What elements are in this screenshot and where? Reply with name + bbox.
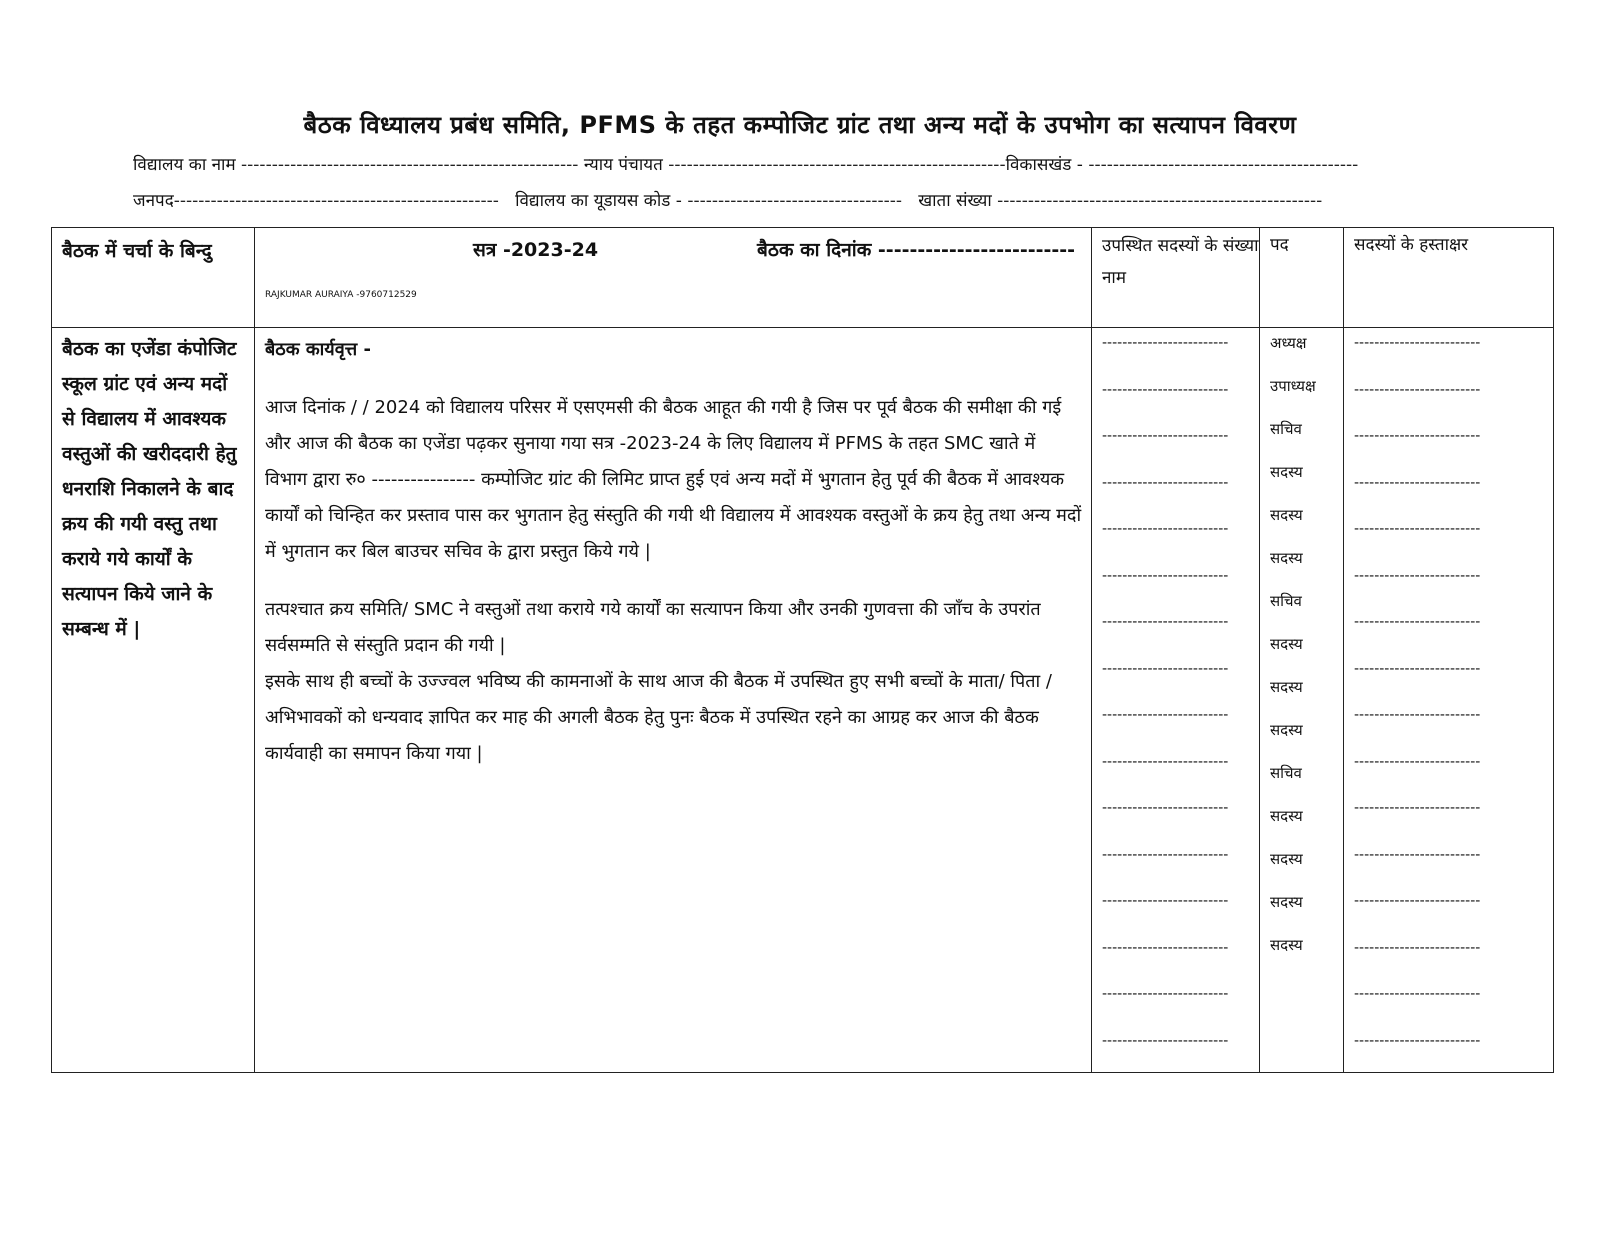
minutes-heading: बैठक कार्यवृत्त -: [265, 339, 371, 360]
signature-blank[interactable]: -------------------------: [1354, 800, 1481, 816]
minutes-para-2: तत्पश्चात क्रय समिति/ SMC ने वस्तुओं तथा कराये गये कार्यों का सत्यापन किया और उनकी गुणवत्ता की जाँच के उपरांत सर्वसम्मति से संस्तुति प्रदान की गयी |: [265, 599, 1041, 656]
member-blank[interactable]: -------------------------: [1102, 893, 1229, 909]
credit-text: RAJKUMAR AURAIYA -9760712529: [265, 290, 417, 300]
table-body-row: [52, 328, 1554, 1073]
signature-blank[interactable]: -------------------------: [1354, 567, 1481, 584]
school-name-blank: -------------------------------------------------------: [241, 155, 579, 175]
signatures-list: [1344, 328, 1554, 1073]
members-col-header: उपस्थित सदस्यों के संख्या नाम: [1092, 228, 1260, 328]
udise-blank: -----------------------------------: [687, 191, 903, 211]
signature-blank[interactable]: -------------------------: [1354, 986, 1481, 1002]
signature-blank[interactable]: -------------------------: [1354, 893, 1481, 909]
signature-blank[interactable]: -------------------------: [1354, 428, 1481, 444]
post-item: सदस्य: [1270, 936, 1303, 954]
signature-blank[interactable]: -------------------------: [1354, 1032, 1481, 1049]
member-blank[interactable]: -------------------------: [1102, 800, 1229, 816]
post-item: सदस्य: [1270, 807, 1303, 825]
document-title: बैठक विध्यालय प्रबंध समिति, PFMS के तहत कम्पोजिट ग्रांट तथा अन्य मदों के उपभोग का सत्यापन विवरण: [303, 111, 1297, 139]
post-item: सचिव: [1270, 592, 1302, 610]
post-item: सचिव: [1270, 764, 1302, 782]
district-label: जनपद: [133, 191, 174, 211]
account-label: खाता संख्या: [918, 191, 992, 211]
post-item: उपाध्यक्ष: [1270, 377, 1316, 395]
post-item: सदस्य: [1270, 463, 1303, 481]
district-blank: -----------------------------------------------------: [173, 191, 499, 211]
post-item: सदस्य: [1270, 850, 1303, 868]
member-blank[interactable]: -------------------------: [1102, 846, 1229, 863]
signature-blank[interactable]: -------------------------: [1354, 846, 1481, 863]
signature-blank[interactable]: -------------------------: [1354, 614, 1481, 630]
session-header: [255, 228, 1092, 328]
meeting-date: [757, 236, 1075, 262]
members-list: [1092, 328, 1260, 1073]
member-blank[interactable]: -------------------------: [1102, 660, 1229, 677]
account-blank: -----------------------------------------------------: [997, 191, 1323, 211]
member-blank[interactable]: -------------------------: [1102, 335, 1229, 351]
member-blank[interactable]: -------------------------: [1102, 753, 1229, 770]
session-label: सत्र -2023-24: [473, 239, 599, 261]
agenda-col-header: बैठक में चर्चा के बिन्दु: [52, 228, 255, 328]
member-blank[interactable]: -------------------------: [1102, 381, 1229, 398]
post-item: सदस्य: [1270, 721, 1303, 739]
meeting-date-label: बैठक का दिनांक: [757, 239, 872, 261]
post-item: सदस्य: [1270, 549, 1303, 567]
post-col-header: पद: [1260, 228, 1344, 328]
minutes-para-3: इसके साथ ही बच्चों के उज्ज्वल भविष्य की कामनाओं के साथ आज की बैठक में उपस्थित हुए सभी बच्चों के माता/ पिता /अभिभावकों को धन्यवाद ज्ञापित कर माह की अगली बैठक हेतु पुनः बैठक में उपस्थित रहने का आग्रह कर आज की बैठक कार्यवाही का समापन किया गया |: [265, 671, 1052, 764]
panchayat-blank: -------------------------------------------------------: [668, 155, 1006, 175]
post-item: सदस्य: [1270, 678, 1303, 696]
member-blank[interactable]: -------------------------: [1102, 707, 1229, 723]
member-blank[interactable]: -------------------------: [1102, 1032, 1229, 1049]
signature-blank[interactable]: -------------------------: [1354, 381, 1481, 398]
sign-col-header: सदस्यों के हस्ताक्षर: [1344, 228, 1554, 328]
member-blank[interactable]: -------------------------: [1102, 567, 1229, 584]
signature-blank[interactable]: -------------------------: [1354, 707, 1481, 723]
signature-blank[interactable]: -------------------------: [1354, 335, 1481, 351]
minutes-para-1: आज दिनांक / / 2024 को विद्यालय परिसर में एसएमसी की बैठक आहूत की गयी है जिस पर पूर्व बैठक की समीक्षा की गई और आज की बैठक का एजेंडा पढ़कर सुनाया गया सत्र -2023-24 के लिए विद्यालय में PFMS के तहत SMC खाते में विभाग द्वारा रु० ---------------- कम्पोजिट ग्रांट की लिमिट प्राप्त हुई एवं अन्य मदों में भुगतान हेतु पूर्व की बैठक में आवश्यक कार्यों को चिन्हित कर प्रस्ताव पास कर भुगतान हेतु संस्तुति की गयी थी विद्यालय में आवश्यक वस्तुओं के क्रय हेतु तथा अन्य मदों में भुगतान कर बिल बाउचर सचिव के द्वारा प्रस्तुत किये गये |: [265, 397, 1082, 562]
table-header-row: [52, 228, 1554, 328]
meeting-date-blank: -------------------------: [877, 239, 1076, 261]
post-item: सदस्य: [1270, 893, 1303, 911]
posts-list: [1260, 328, 1344, 1073]
post-item: सचिव: [1270, 420, 1302, 438]
block-blank: --------------------------------------------: [1088, 155, 1359, 175]
member-blank[interactable]: -------------------------: [1102, 614, 1229, 630]
member-blank[interactable]: -------------------------: [1102, 428, 1229, 444]
member-blank[interactable]: -------------------------: [1102, 474, 1229, 491]
member-blank[interactable]: -------------------------: [1102, 986, 1229, 1002]
minutes-cell: [255, 328, 1092, 1073]
member-blank[interactable]: -------------------------: [1102, 521, 1229, 537]
school-name-label: विद्यालय का नाम: [133, 155, 236, 175]
header-line-2: [133, 188, 1322, 211]
signature-blank[interactable]: -------------------------: [1354, 660, 1481, 677]
post-item: सदस्य: [1270, 635, 1303, 653]
udise-label: विद्यालय का यूडायस कोड -: [515, 191, 682, 211]
member-blank[interactable]: -------------------------: [1102, 939, 1229, 956]
signature-blank[interactable]: -------------------------: [1354, 474, 1481, 491]
signature-blank[interactable]: -------------------------: [1354, 521, 1481, 537]
post-item: अध्यक्ष: [1270, 334, 1307, 352]
meeting-table: [51, 227, 1554, 1073]
post-item: सदस्य: [1270, 506, 1303, 524]
signature-blank[interactable]: -------------------------: [1354, 939, 1481, 956]
header-line-1: [133, 152, 1358, 175]
block-label: विकासखंड -: [1005, 155, 1083, 175]
signature-blank[interactable]: -------------------------: [1354, 753, 1481, 770]
agenda-text: बैठक का एजेंडा कंपोजिट स्कूल ग्रांट एवं अन्य मदों से विद्यालय में आवश्यक वस्तुओं की खरीददारी हेतु धनराशि निकालने के बाद क्रय की गयी वस्तु तथा कराये गये कार्यों के सत्यापन किये जाने के सम्बन्ध में |: [52, 328, 255, 1073]
panchayat-label: न्याय पंचायत: [583, 155, 663, 175]
